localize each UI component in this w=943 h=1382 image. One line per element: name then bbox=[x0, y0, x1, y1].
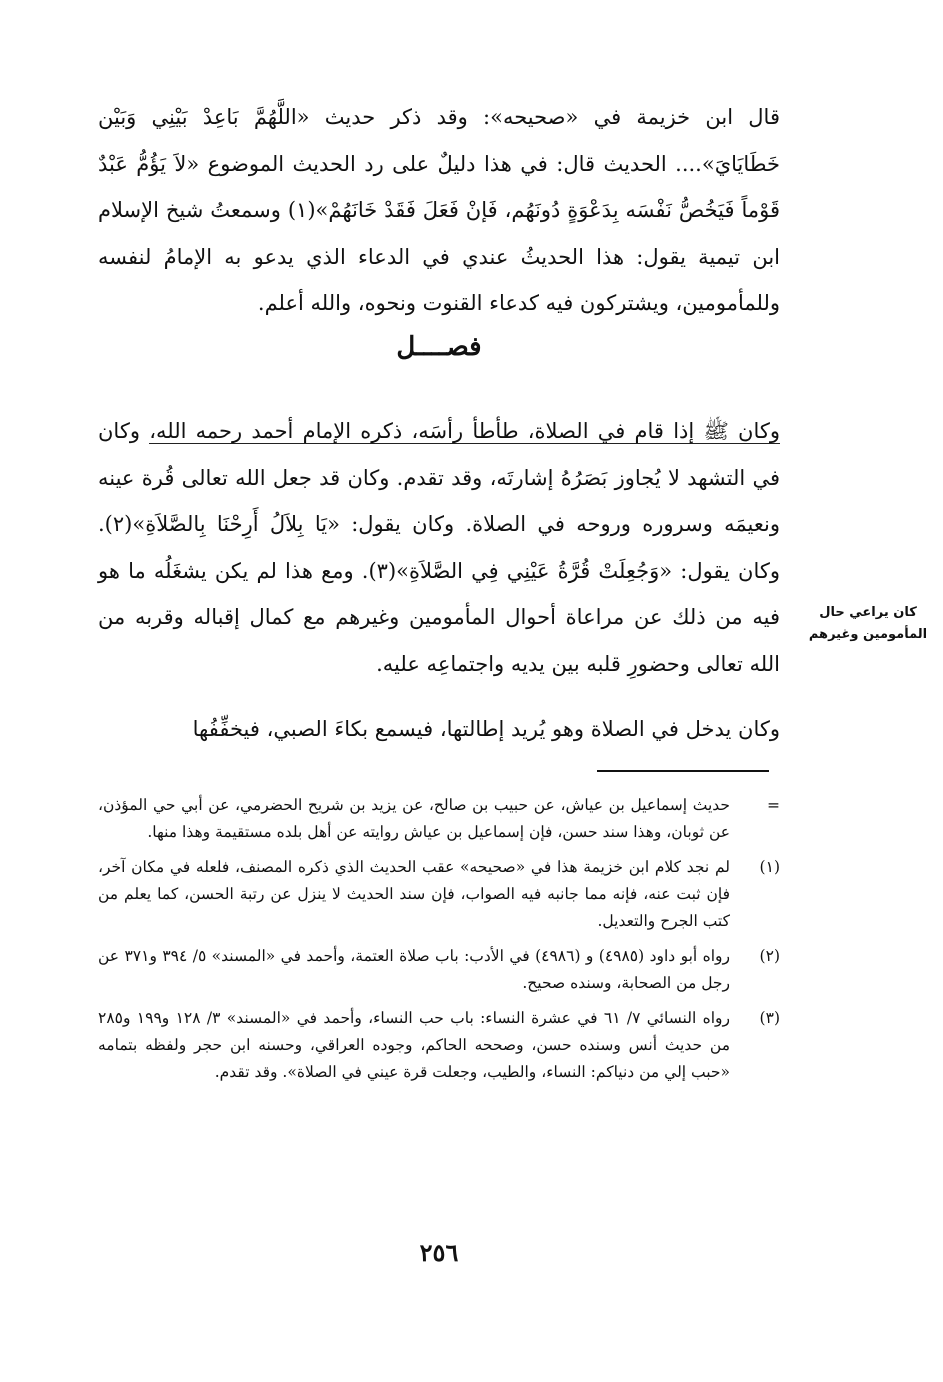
margin-note-line-1: كان يراعي حال bbox=[819, 605, 917, 620]
page-number: ٢٥٦ bbox=[419, 1238, 459, 1267]
footnote-number: (٣) bbox=[759, 1009, 780, 1027]
footnote-1 bbox=[98, 854, 780, 935]
footnote-continuation bbox=[98, 792, 780, 846]
section-heading bbox=[98, 332, 780, 362]
footnote-text: لم نجد كلام ابن خزيمة هذا في «صحيحه» عقب الحديث الذي ذكره المصنف، فلعله في مكان آخر، فإن ثبت عنه، فإنه مما جانبه فيه الصواب، فإن سند الحديث لا ينزل عن رتبة الحسن، كما يعلم من كتب الجرح والتعديل. bbox=[98, 858, 730, 930]
footnote-number: (٢) bbox=[759, 947, 780, 965]
footnote-text: رواه أبو داود (٤٩٨٥) و (٤٩٨٦) في الأدب: باب صلاة العتمة، وأحمد في «المسند» ٥/ ٣٩٤ و٣٧١ عن رجل من الصحابة، وسنده صحيح. bbox=[98, 947, 731, 992]
footnote-3 bbox=[98, 1005, 780, 1086]
intro-text: قال ابن خزيمة في «صحيحه»: وقد ذكر حديث «اللَّهُمَّ بَاعِدْ بَيْنِي وَبَيْن خَطَايَايَ».... الحديث قال: في هذا دليلٌ على رد الحديث الموضوع «لاَ يَؤُمُّ عَبْدٌ قَوْماً فَيَخُصُّ نَفْسَه بِدَعْوَةٍ دُونَهُم، فَإنْ فَعَلَ فَقَدْ خَانَهُمْ»(١) وسمعتُ شيخ الإسلام ابن تيمية يقول: هذا الحديثُ عندي في الدعاء الذي يدعو به الإمامُ لنفسه وللمأمومين، ويشتركون فيه كدعاء القنوت ونحوه، والله أعلم. bbox=[98, 105, 780, 315]
footnote-separator bbox=[597, 770, 769, 772]
paragraph-1-text: وكان في التشهد لا يُجاوز بَصَرُهُ إشارتَه، وقد تقدم. وكان قد جعل الله تعالى قُرة عينه ونعيمَه وسروره وروحه في الصلاة. وكان يقول: «يَا بِلاَلُ أَرِحْنَا بِالصَّلاَةِ»(٢). وكان يقول: «وَجُعِلَتْ قُرَّةُ عَيْنِي فِي الصَّلاَةِ»(٣). ومع هذا لم يكن يشغَلُه ما هو فيه من ذلك عن مراعاة أحوال المأمومين وغيرهم مع كمال إقباله وقربه من الله تعالى وحضورِ قلبه بين يديه واجتماعِه عليه. bbox=[98, 419, 780, 676]
paragraph-2 bbox=[98, 706, 780, 752]
underlined-sentence: وكان ﷺ إذا قام في الصلاة، طأطأ رأسَه، ذكره الإمام أحمد رحمه الله، bbox=[149, 419, 781, 443]
footnote-text: رواه النسائي ٧/ ٦١ في عشرة النساء: باب حب النساء، وأحمد في «المسند» ٣/ ١٢٨ و١٩٩ و٢٨٥ من حديث أنس وسنده حسن، وصححه الحاكم، وجوده العراقي، وحسنه ابن حجر ولفظه بتمامه «حبب إلي من دنياكم: النساء، والطيب، وجعلت قرة عيني في الصلاة». وقد تقدم. bbox=[98, 1009, 730, 1081]
paragraph-2-text: وكان يدخل في الصلاة وهو يُريد إطالتها، فيسمع بكاءَ الصبي، فيخفِّفُها bbox=[192, 717, 780, 741]
footnote-2 bbox=[98, 943, 780, 997]
footnotes bbox=[98, 792, 780, 1094]
margin-note bbox=[800, 602, 936, 646]
section-heading-text: فصــــل bbox=[396, 332, 482, 362]
footnote-text: حديث إسماعيل بن عياش، عن حبيب بن صالح، عن يزيد بن شريح الحضرمي، عن أبي حي المؤذن، عن ثوبان، وهذا سند حسن، فإن إسماعيل بن عياش روايته عن أهل بلده مستقيمة وهذا منها. bbox=[98, 796, 730, 841]
paragraph-1 bbox=[98, 408, 780, 687]
intro-paragraph bbox=[98, 94, 780, 327]
footnote-number: (١) bbox=[759, 858, 780, 876]
footnote-marker: = bbox=[767, 796, 780, 814]
margin-note-line-2: المأمومين وغيرهم bbox=[808, 627, 928, 642]
